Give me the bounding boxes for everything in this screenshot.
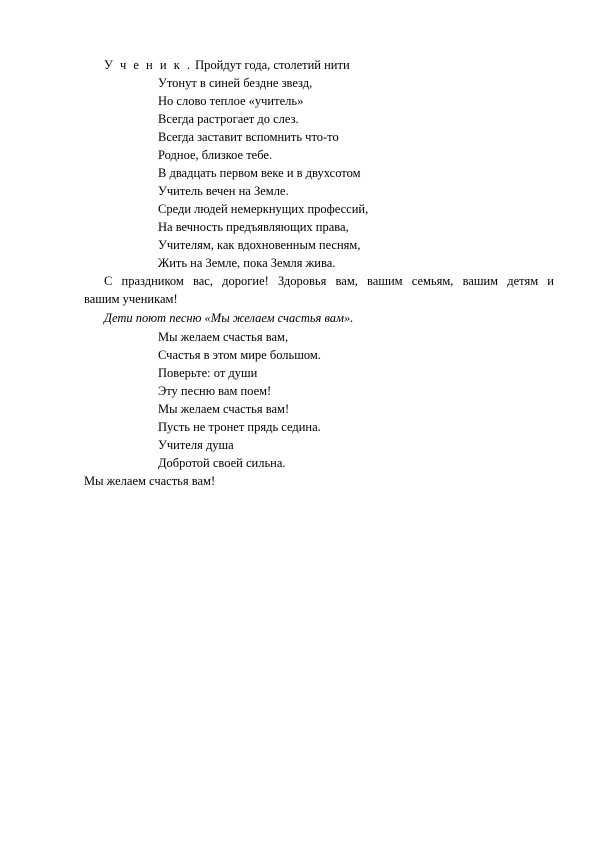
verse-line: Но слово теплое «учитель» — [158, 94, 304, 108]
song-line: Эту песню вам поем! — [158, 384, 272, 398]
song-line: Добротой своей сильна. — [158, 456, 286, 470]
opening-first-verse: Пройдут года, столетий нити — [192, 58, 350, 72]
stage-direction: Дети поют песню «Мы желаем счастья вам». — [104, 311, 354, 325]
verse-line: Утонут в синей бездне звезд, — [158, 76, 313, 90]
song-line: Учителя душа — [158, 438, 234, 452]
verse-line: На вечность предъявляющих права, — [158, 220, 349, 234]
verse-line: Учитель вечен на Земле. — [158, 184, 289, 198]
song-line: Мы желаем счастья вам! — [158, 402, 290, 416]
verse-line: Среди людей немеркнущих профессий, — [158, 202, 369, 216]
greeting-line-1: С праздником вас, дорогие! Здоровья вам, вашим семьям, вашим детям и — [104, 274, 554, 288]
opening-first-line — [104, 56, 350, 74]
verse-line: Родное, близкое тебе. — [158, 148, 273, 162]
verse-line: Жить на Земле, пока Земля жива. — [158, 256, 336, 270]
verse-line: Учителям, как вдохновенным песням, — [158, 238, 361, 252]
verse-line: Всегда заставит вспомнить что-то — [158, 130, 339, 144]
song-closing-line: Мы желаем счастья вам! — [84, 474, 216, 488]
greeting-line-2: вашим ученикам! — [84, 292, 178, 306]
verse-line: В двадцать первом веке и в двухсотом — [158, 166, 361, 180]
song-line: Мы желаем счастья вам, — [158, 330, 289, 344]
song-line: Пусть не тронет прядь седина. — [158, 420, 321, 434]
verse-line: Всегда растрогает до слез. — [158, 112, 299, 126]
speaker-label: У ч е н и к . — [104, 58, 193, 72]
song-line: Поверьте: от души — [158, 366, 258, 380]
song-line: Счастья в этом мире большом. — [158, 348, 321, 362]
